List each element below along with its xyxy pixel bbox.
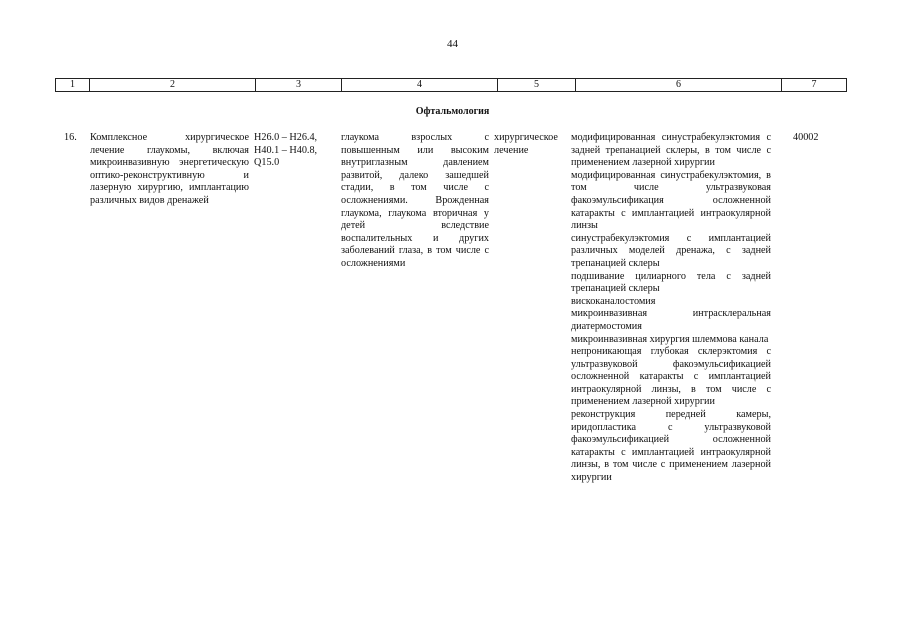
table-header [55,78,847,92]
row-codes [254,132,334,170]
header-col-1: 1 [56,79,90,92]
header-row [56,79,847,92]
method-item: непроникающая глубокая склерэктомия с ультразвуковой факоэмульсификацией осложненной катаракты с имплантацией интраокулярной линзы, в том числе с применением лазерной хирургии [571,346,771,408]
header-col-7: 7 [782,79,847,92]
method-item: микроинвазивная хирургия шлеммова канала [571,333,769,345]
method-item: вискоканалостомия [571,295,656,307]
header-col-2: 2 [90,79,256,92]
row-methods [571,132,771,485]
method-item: микроинвазивная интрасклеральная диатермостомия [571,308,771,332]
method-item: подшивание цилиарного тела с задней трепанацией склеры [571,270,771,295]
diagnosis-code: H40.1 – H40.8, [254,144,318,156]
row-description: Комплексное хирургическое лечение глаукомы, включая микроинвазивную энергетическую оптико-реконструктивную и лазерную хирургию, имплантацию различных видов дренажей [90,132,249,206]
row-patient-model: глаукома взрослых с повышенным или высоким внутриглазным давлением развитой, далеко зашедшей стадии, в том числе с осложнениями. Врожденная глаукома, глаукома вторичная у детей вследствие воспалительных и других заболеваний глаза, в том числе с осложнениями [341,132,489,269]
method-item: синустрабекулэктомия с имплантацией различных моделей дренажа, с задней трепанацией склеры [571,232,771,269]
header-col-5: 5 [498,79,576,92]
row-treatment-type: хирургическое лечение [494,132,558,156]
diagnosis-code: H26.0 – H26.4, [254,132,318,143]
method-item: модифицированная синустрабекулэктомия, в том числе ультразвуковая факоэмульсификация осложненной катаракты с имплантацией интраокулярной линзы [571,169,771,232]
header-col-3: 3 [256,79,342,92]
row-norm-value: 40002 [793,132,819,143]
method-item: модифицированная синустрабекулэктомия с задней трепанацией склеры, в том числе с применением лазерной хирургии [571,132,771,169]
page-number: 44 [447,38,458,50]
method-item: реконструкция передней камеры, иридопластика с ультразвуковой факоэмульсификацией осложненной катаракты с имплантацией интраокулярной линзы, в том числе с применением лазерной хирургии [571,409,771,484]
diagnosis-code: Q15.0 [254,157,280,169]
header-col-4: 4 [342,79,498,92]
header-col-6: 6 [576,79,782,92]
row-number: 16. [64,132,77,143]
section-title: Офтальмология [415,106,490,117]
